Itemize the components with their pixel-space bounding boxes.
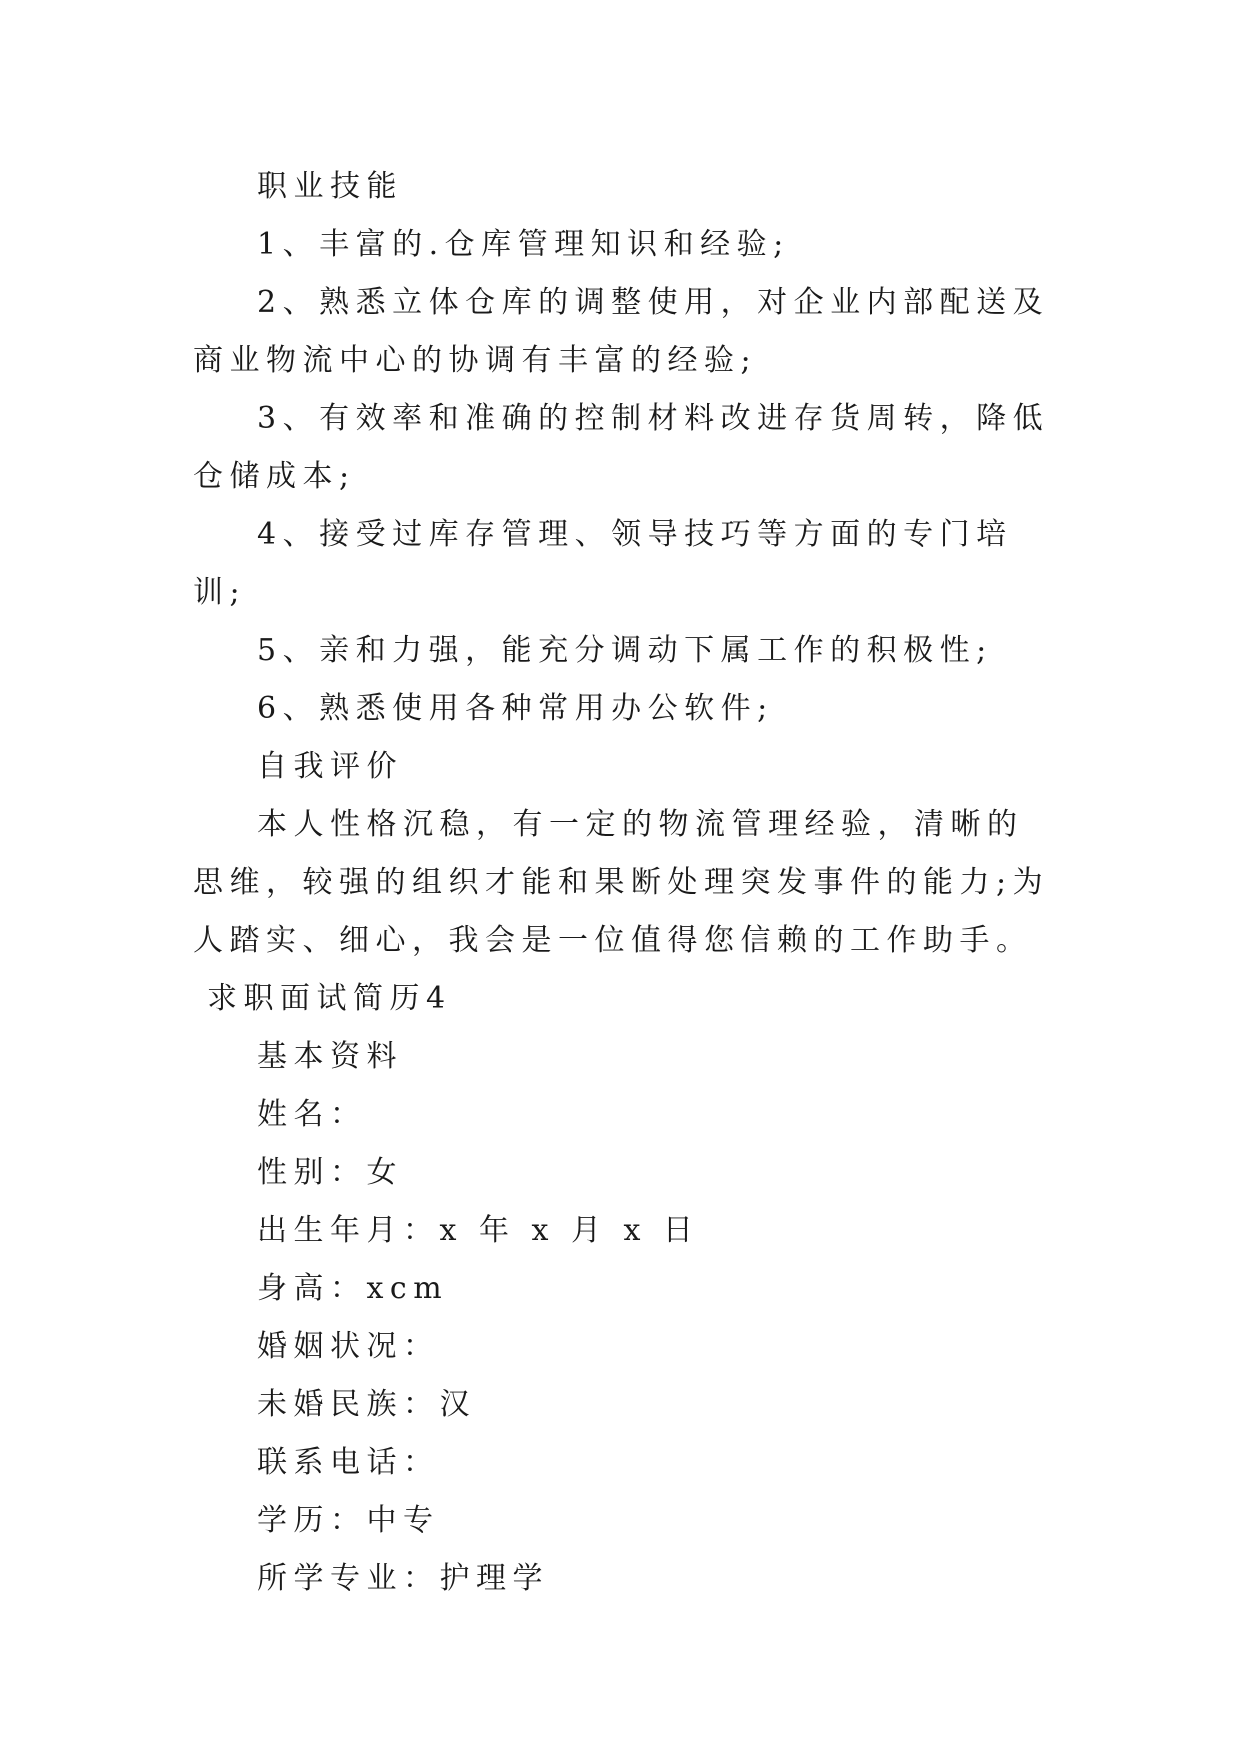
document-body: [193, 158, 1053, 1608]
field-height: 身高：xcm: [257, 1271, 449, 1306]
skill-item: 4、接受过库存管理、领导技巧等方面的专门培训;: [193, 517, 1013, 610]
skill-item: 1、丰富的.仓库管理知识和经验;: [257, 227, 790, 262]
field-major: 所学专业：护理学: [257, 1561, 549, 1596]
basic-info-heading: 基本资料: [257, 1039, 403, 1074]
field-marital-status: 婚姻状况：: [257, 1329, 440, 1364]
resume-title: 求职面试简历4: [207, 981, 452, 1016]
skill-item: 2、熟悉立体仓库的调整使用，对企业内部配送及商业物流中心的协调有丰富的经验;: [193, 285, 1050, 378]
skill-item: 3、有效率和准确的控制材料改进存货周转，降低仓储成本;: [193, 401, 1050, 494]
field-education: 学历：中专: [257, 1503, 440, 1538]
field-phone: 联系电话：: [257, 1445, 440, 1480]
self-evaluation-heading: 自我评价: [257, 749, 403, 784]
field-birthdate: 出生年月：x 年 x 月 x 日: [257, 1213, 700, 1248]
field-ethnicity: 未婚民族：汉: [257, 1387, 476, 1422]
skill-item: 5、亲和力强，能充分调动下属工作的积极性;: [257, 633, 993, 668]
skill-item: 6、熟悉使用各种常用办公软件;: [257, 691, 774, 726]
skills-heading: 职业技能: [257, 169, 403, 204]
field-gender: 性别：女: [257, 1155, 403, 1190]
field-name: 姓名：: [257, 1097, 367, 1132]
self-evaluation-text: 本人性格沉稳，有一定的物流管理经验，清晰的思维，较强的组织才能和果断处理突发事件的能力;为人踏实、细心，我会是一位值得您信赖的工作助手。: [193, 807, 1050, 958]
